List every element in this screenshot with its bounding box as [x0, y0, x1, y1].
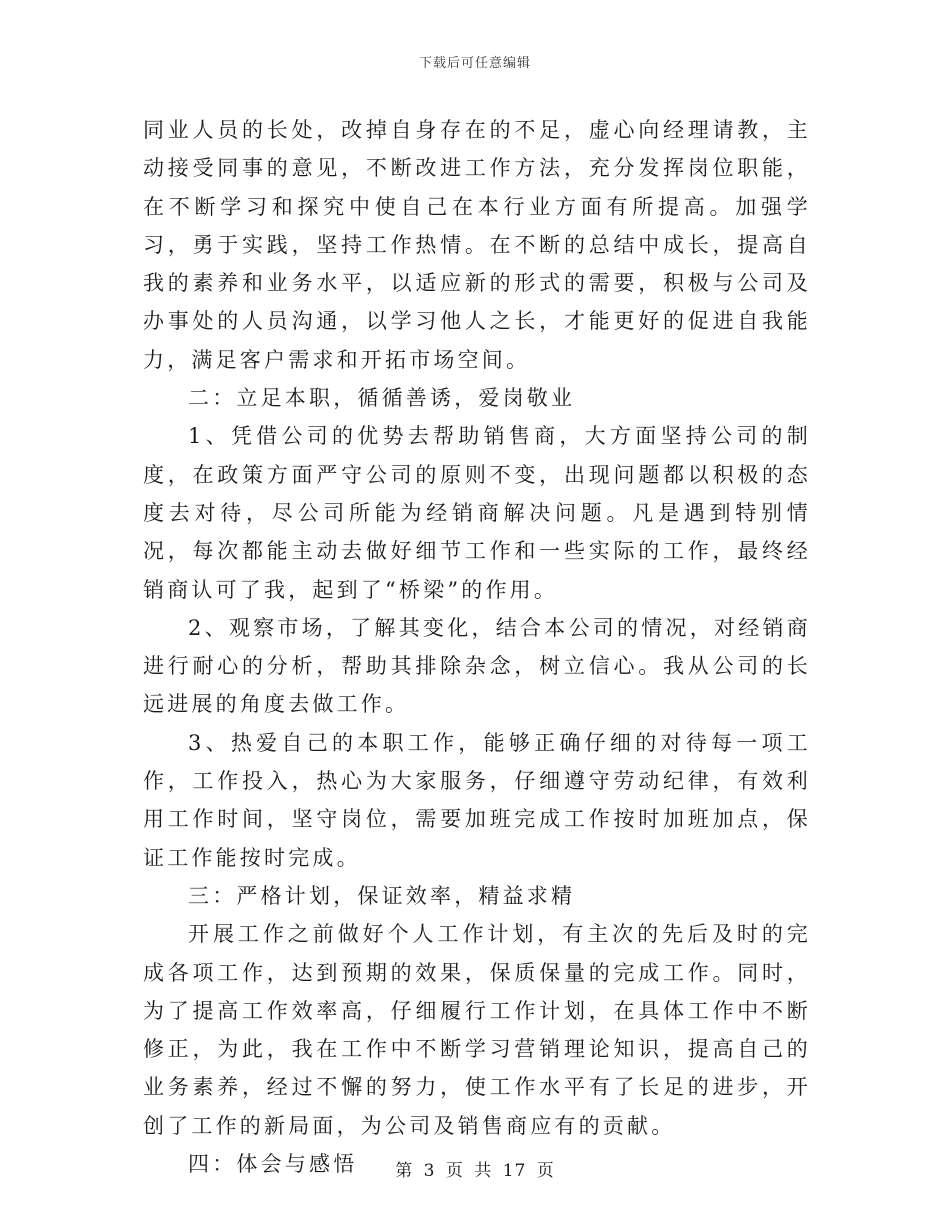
paragraph-item-3: 3、热爱自己的本职工作，能够正确仔细的对待每一项工作，工作投入，热心为大家服务，仔细遵守劳动纪律，有效利用工作时间，坚守岗位，需要加班完成工作按时加班加点，保证工作能按时完成。	[143, 730, 811, 870]
section-heading-3: 三：严格计划，保证效率，精益求精	[188, 883, 576, 908]
document-body	[143, 111, 811, 1183]
paragraph-continuation: 同业人员的长处，改掉自身存在的不足，虚心向经理请教，主动接受同事的意见，不断改进工作方法，充分发挥岗位职能，在不断学习和探究中使自己在本行业方面有所提高。加强学习，勇于实践，坚持工作热情。在不断的总结中成长，提高自我的素养和业务水平，以适应新的形式的需要，积极与公司及办事处的人员沟通，以学习他人之长，才能更好的促进自我能力，满足客户需求和开拓市场空间。	[143, 118, 811, 372]
paragraph-item-2: 2、观察市场，了解其变化，结合本公司的情况，对经销商进行耐心的分析，帮助其排除杂念，树立信心。我从公司的长远进展的角度去做工作。	[143, 615, 811, 717]
paragraph-section-3: 开展工作之前做好个人工作计划，有主次的先后及时的完成各项工作，达到预期的效果，保质保量的完成工作。同时，为了提高工作效率高，仔细履行工作计划，在具体工作中不断修正，为此，我在工作中不断学习营销理论知识，提高自己的业务素养，经过不懈的努力，使工作水平有了长足的进步，开创了工作的新局面，为公司及销售商应有的贡献。	[143, 922, 811, 1138]
page-footer: 第 3 页 共 17 页	[395, 1161, 555, 1181]
section-heading-2: 二：立足本职，循循善诱，爱岗敬业	[188, 386, 576, 411]
section-heading-4: 四：体会与感悟	[188, 1152, 358, 1177]
page-header: 下载后可任意编辑	[418, 56, 531, 71]
paragraph-item-1: 1、凭借公司的优势去帮助销售商，大方面坚持公司的制度，在政策方面严守公司的原则不变，出现问题都以积极的态度去对待，尽公司所能为经销商解决问题。凡是遇到特别情况，每次都能主动去做好细节工作和一些实际的工作，最终经销商认可了我，起到了“桥梁”的作用。	[143, 424, 811, 602]
